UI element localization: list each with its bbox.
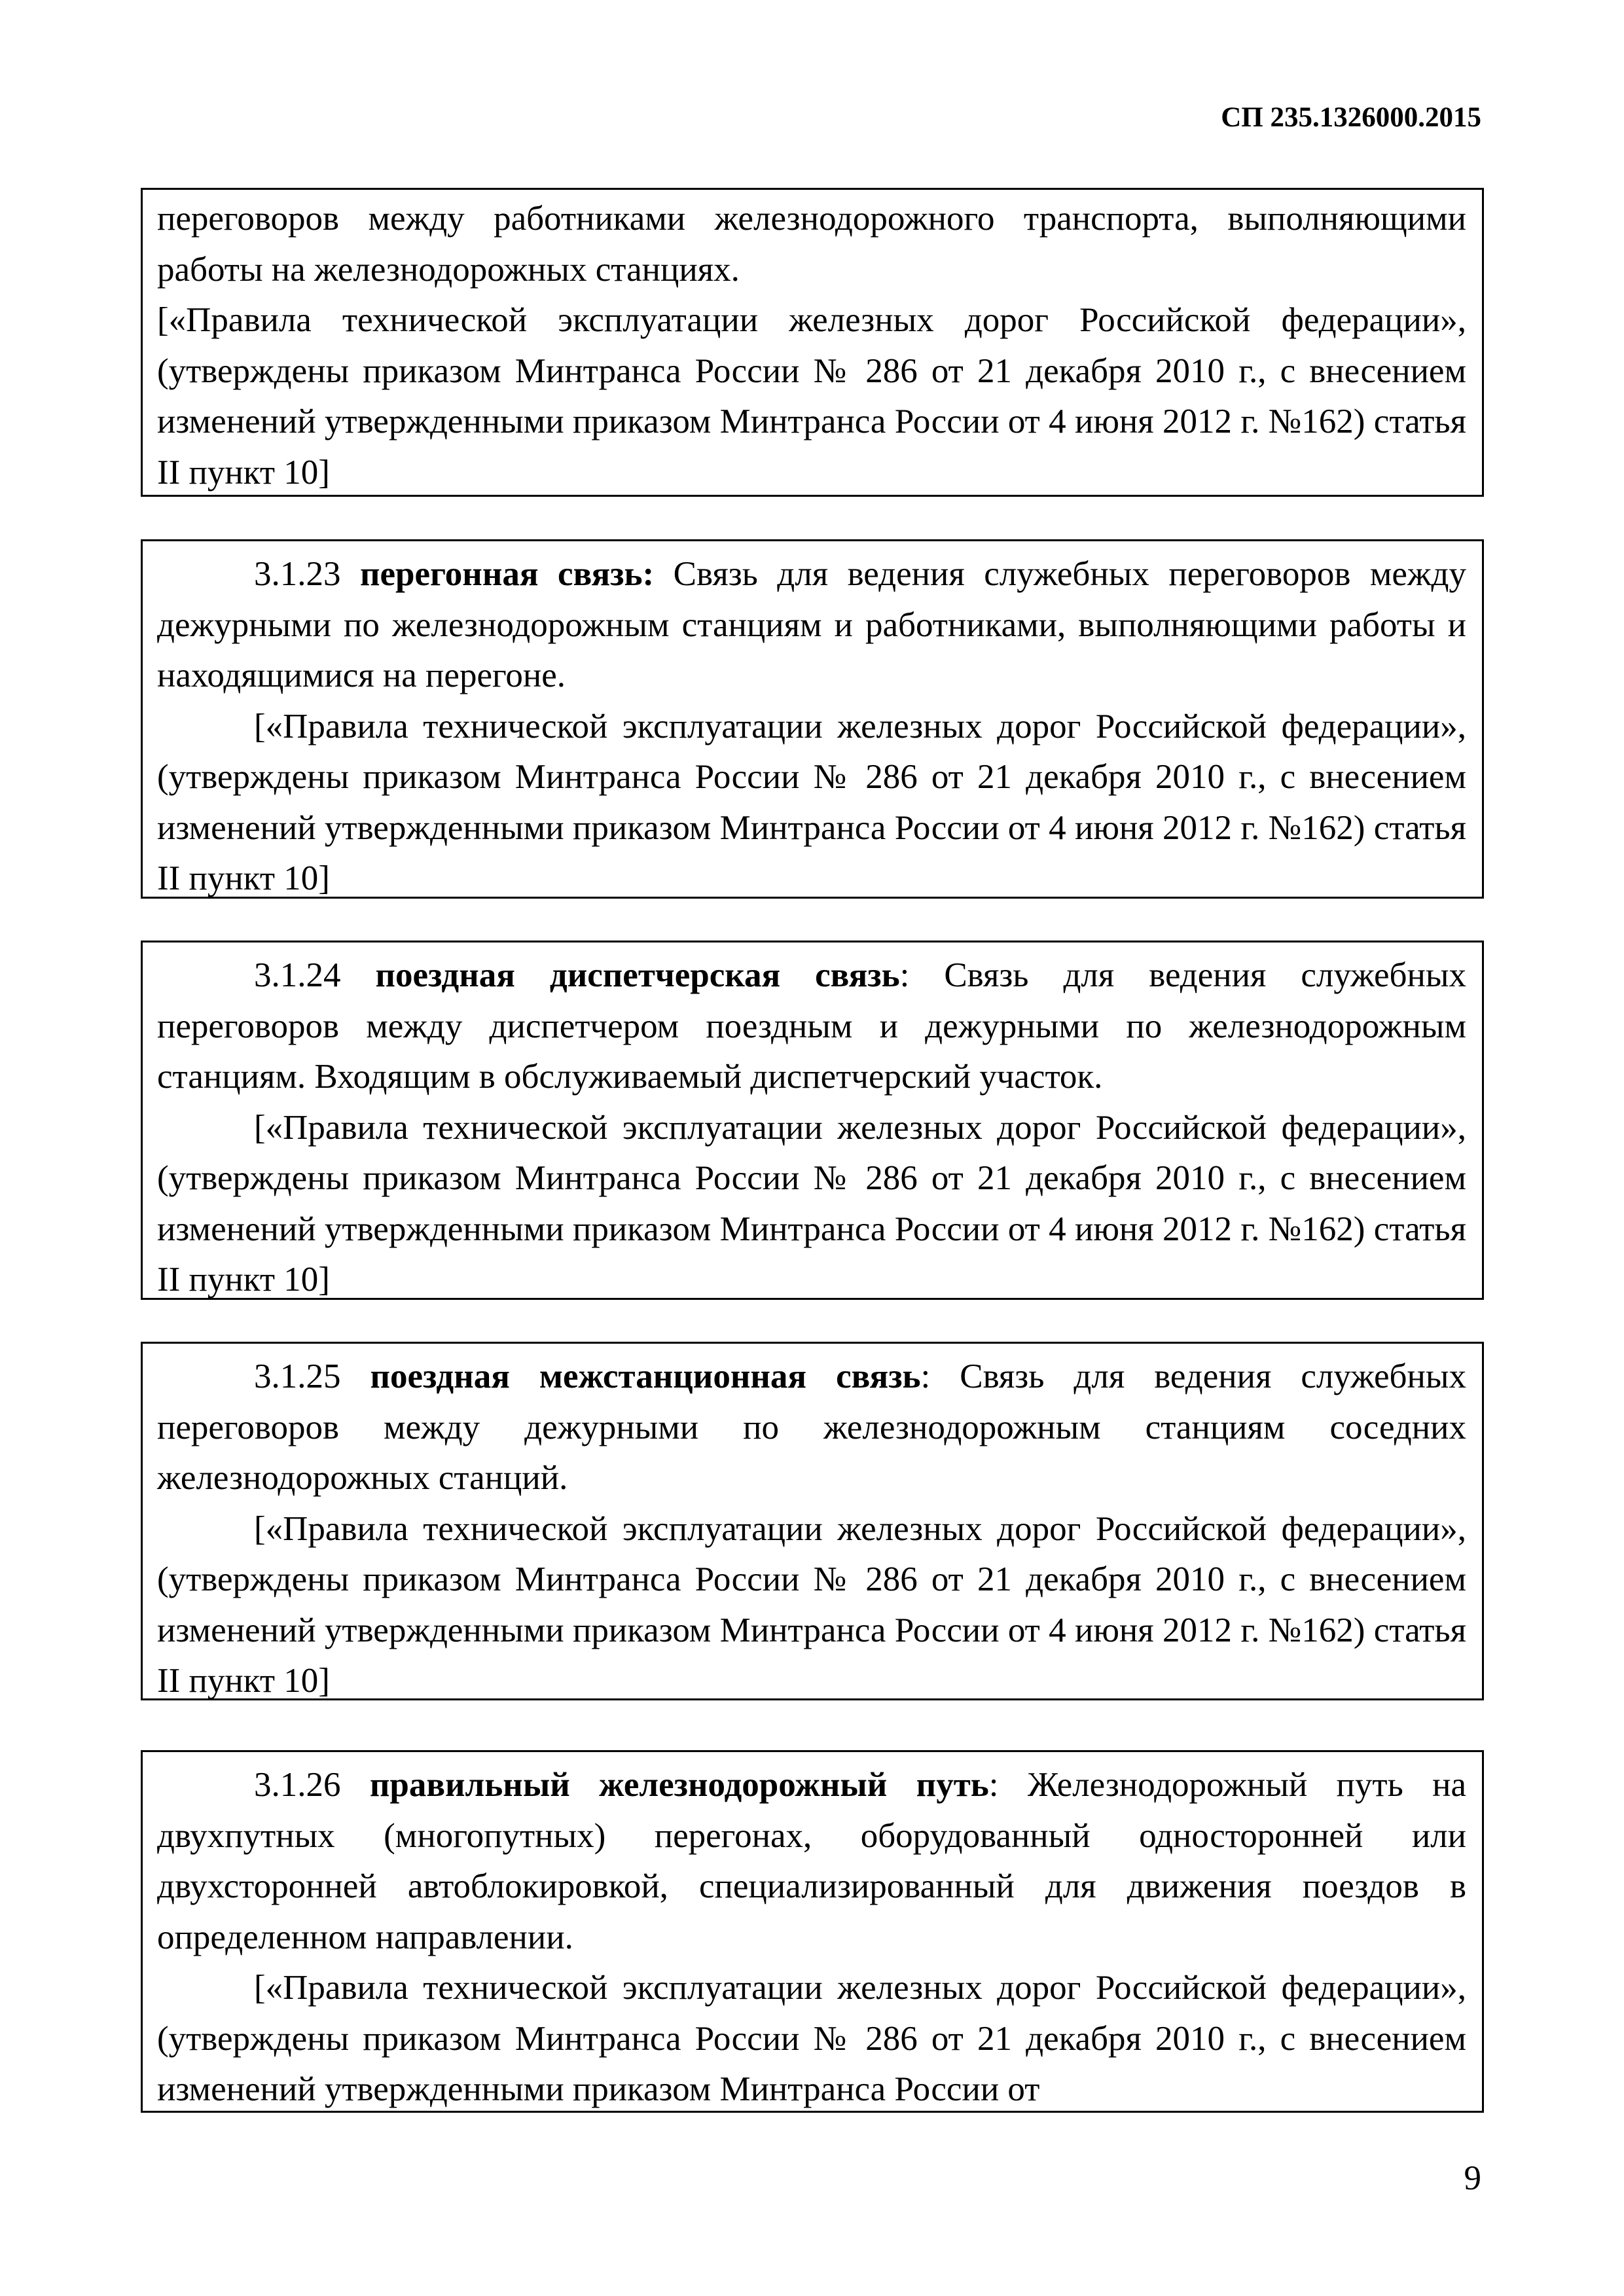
term: перегонная связь:: [360, 555, 655, 593]
clause-number: 3.1.24: [254, 956, 376, 994]
source-reference: [«Правила технической эксплуатации железных дорог Российской федерации», (утверждены приказом Минтранса России № 286 от 21 декабря 2010 г., с внесением изменений утвержденными приказом Минтранса России от 4 июня 2012 г. №162) статья II пункт 10]: [157, 1108, 1466, 1299]
definition-box-3-1-24: [141, 941, 1484, 1300]
source-reference: [«Правила технической эксплуатации железных дорог Российской федерации», (утверждены приказом Минтранса России № 286 от 21 декабря 2010 г., с внесением изменений утвержденными приказом Минтранса России от 4 июня 2012 г. №162) статья II пункт 10]: [157, 707, 1466, 897]
clause-number: 3.1.23: [254, 555, 360, 593]
term: поездная межстанционная связь: [370, 1357, 921, 1395]
source-reference: [«Правила технической эксплуатации железных дорог Российской федерации», (утверждены приказом Минтранса России № 286 от 21 декабря 2010 г., с внесением изменений утвержденными приказом Минтранса России от 4 июня 2012 г. №162) статья II пункт 10]: [157, 1509, 1466, 1700]
definition-body: : Железнодорожный путь на двухпутных (многопутных) перегонах, оборудованный односторонней или двухсторонней автоблокировкой, специализированный для движения поездов в определенном направлении.: [157, 1766, 1467, 1956]
definition-box-3-1-23: [141, 539, 1484, 899]
definition-text: [157, 549, 1466, 702]
clause-number: 3.1.26: [254, 1766, 370, 1804]
definition-text: [157, 1760, 1466, 1963]
definition-box-continued: [141, 188, 1484, 497]
definition-body: переговоров между работниками железнодорожного транспорта, выполняющими работы на железнодорожных станциях.: [157, 200, 1466, 289]
source-reference: [«Правила технической эксплуатации железных дорог Российской федерации», (утверждены приказом Минтранса России № 286 от 21 декабря 2010 г., с внесением изменений утвержденными приказом Минтранса России от 4 июня 2012 г. №162) статья II пункт 10]: [157, 301, 1466, 492]
page-number: 9: [1464, 2159, 1481, 2197]
definition-box-3-1-25: [141, 1342, 1484, 1700]
definition-text: [157, 194, 1466, 295]
document-code-header: СП 235.1326000.2015: [1221, 102, 1481, 133]
definition-text: [157, 1352, 1466, 1504]
definition-box-3-1-26: [141, 1750, 1484, 2113]
definition-text: [157, 950, 1466, 1103]
clause-number: 3.1.25: [254, 1357, 370, 1395]
term: поездная диспетчерская связь: [375, 956, 900, 994]
definition-body: : Связь для ведения служебных переговоров между дежурными по железнодорожным станциям соседних железнодорожных станций.: [157, 1357, 1466, 1497]
definition-body: : Связь для ведения служебных переговоров между диспетчером поездным и дежурными по железнодорожным станциям. Входящим в обслуживаемый диспетчерский участок.: [157, 956, 1466, 1096]
source-reference: [«Правила технической эксплуатации железных дорог Российской федерации», (утверждены приказом Минтранса России № 286 от 21 декабря 2010 г., с внесением изменений утвержденными приказом Минтранса России от: [157, 1969, 1466, 2108]
definition-body: Связь для ведения служебных переговоров между дежурными по железнодорожным станциям и работниками, выполняющими работы и находящимися на перегоне.: [157, 555, 1467, 694]
term: правильный железнодорожный путь: [369, 1766, 989, 1804]
